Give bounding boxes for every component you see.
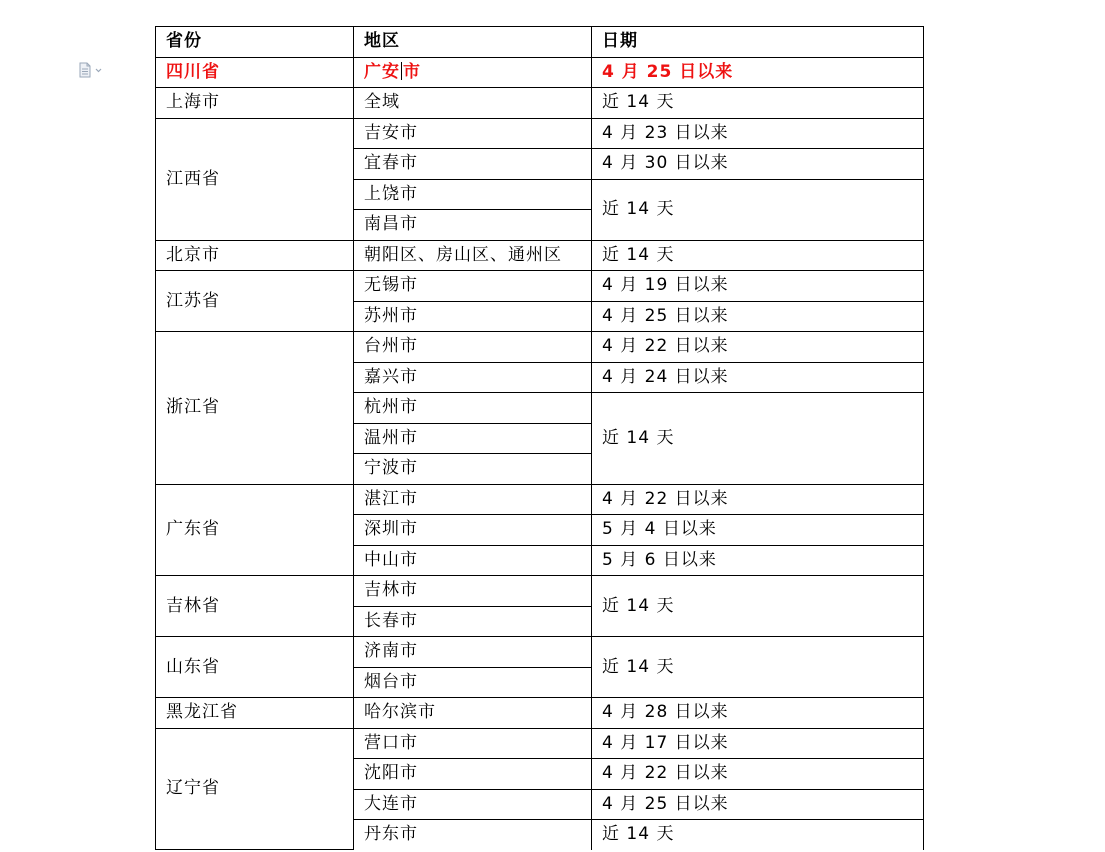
province-cell: 四川省 (156, 57, 354, 88)
region-text-b: 市 (403, 61, 421, 82)
province-cell: 江苏省 (156, 271, 354, 332)
date-cell: 4 月 22 日以来 (592, 759, 924, 790)
region-cell: 吉安市 (354, 118, 592, 149)
region-cell: 台州市 (354, 332, 592, 363)
region-cell: 宁波市 (354, 454, 592, 485)
date-cell: 近 14 天 (592, 820, 924, 850)
date-cell: 4 月 25 日以来 (592, 789, 924, 820)
date-cell: 4 月 23 日以来 (592, 118, 924, 149)
region-cell: 南昌市 (354, 210, 592, 241)
table-row (156, 88, 924, 119)
date-cell: 4 月 24 日以来 (592, 362, 924, 393)
header-row (156, 27, 924, 58)
region-cell: 济南市 (354, 637, 592, 668)
date-cell: 近 14 天 (592, 240, 924, 271)
header-date: 日期 (592, 27, 924, 58)
province-cell: 上海市 (156, 88, 354, 119)
region-cell: 大连市 (354, 789, 592, 820)
date-cell: 4 月 19 日以来 (592, 271, 924, 302)
province-cell: 山东省 (156, 637, 354, 698)
region-table (155, 26, 924, 850)
region-cell: 丹东市 (354, 820, 592, 850)
chevron-down-icon (96, 69, 101, 72)
date-cell: 4 月 22 日以来 (592, 484, 924, 515)
table-row (156, 728, 924, 759)
date-cell: 4 月 30 日以来 (592, 149, 924, 180)
region-cell: 哈尔滨市 (354, 698, 592, 729)
date-cell: 近 14 天 (592, 393, 924, 485)
region-cell: 湛江市 (354, 484, 592, 515)
region-cell: 长春市 (354, 606, 592, 637)
region-cell: 全域 (354, 88, 592, 119)
region-cell: 苏州市 (354, 301, 592, 332)
region-cell: 深圳市 (354, 515, 592, 546)
region-text-a: 广安 (364, 61, 400, 82)
date-cell: 4 月 17 日以来 (592, 728, 924, 759)
date-cell: 近 14 天 (592, 637, 924, 698)
region-cell: 吉林市 (354, 576, 592, 607)
province-cell: 黑龙江省 (156, 698, 354, 729)
table-row (156, 576, 924, 607)
province-cell: 广东省 (156, 484, 354, 576)
date-cell: 4 月 28 日以来 (592, 698, 924, 729)
region-cell: 沈阳市 (354, 759, 592, 790)
date-cell: 5 月 6 日以来 (592, 545, 924, 576)
table-row (156, 698, 924, 729)
region-cell: 杭州市 (354, 393, 592, 424)
date-cell: 近 14 天 (592, 179, 924, 240)
region-cell: 宜春市 (354, 149, 592, 180)
region-cell: 温州市 (354, 423, 592, 454)
province-cell: 北京市 (156, 240, 354, 271)
region-cell: 营口市 (354, 728, 592, 759)
table-row (156, 484, 924, 515)
date-cell: 近 14 天 (592, 88, 924, 119)
province-cell: 吉林省 (156, 576, 354, 637)
region-cell: 上饶市 (354, 179, 592, 210)
date-cell: 4 月 25 日以来 (592, 57, 924, 88)
date-cell: 4 月 22 日以来 (592, 332, 924, 363)
table-row (156, 332, 924, 363)
table-row (156, 637, 924, 668)
document-icon[interactable] (78, 62, 106, 78)
header-province: 省份 (156, 27, 354, 58)
table-row (156, 118, 924, 149)
table-row (156, 271, 924, 302)
region-cell: 无锡市 (354, 271, 592, 302)
region-cell: 朝阳区、房山区、通州区 (354, 240, 592, 271)
region-cell: 嘉兴市 (354, 362, 592, 393)
header-region: 地区 (354, 27, 592, 58)
date-cell: 5 月 4 日以来 (592, 515, 924, 546)
province-cell: 浙江省 (156, 332, 354, 485)
date-cell: 近 14 天 (592, 576, 924, 637)
region-cell (354, 57, 592, 88)
date-cell: 4 月 25 日以来 (592, 301, 924, 332)
table-row (156, 240, 924, 271)
province-cell: 辽宁省 (156, 728, 354, 850)
region-cell: 中山市 (354, 545, 592, 576)
table-row (156, 57, 924, 88)
region-cell: 烟台市 (354, 667, 592, 698)
text-cursor (401, 62, 402, 80)
province-cell: 江西省 (156, 118, 354, 240)
